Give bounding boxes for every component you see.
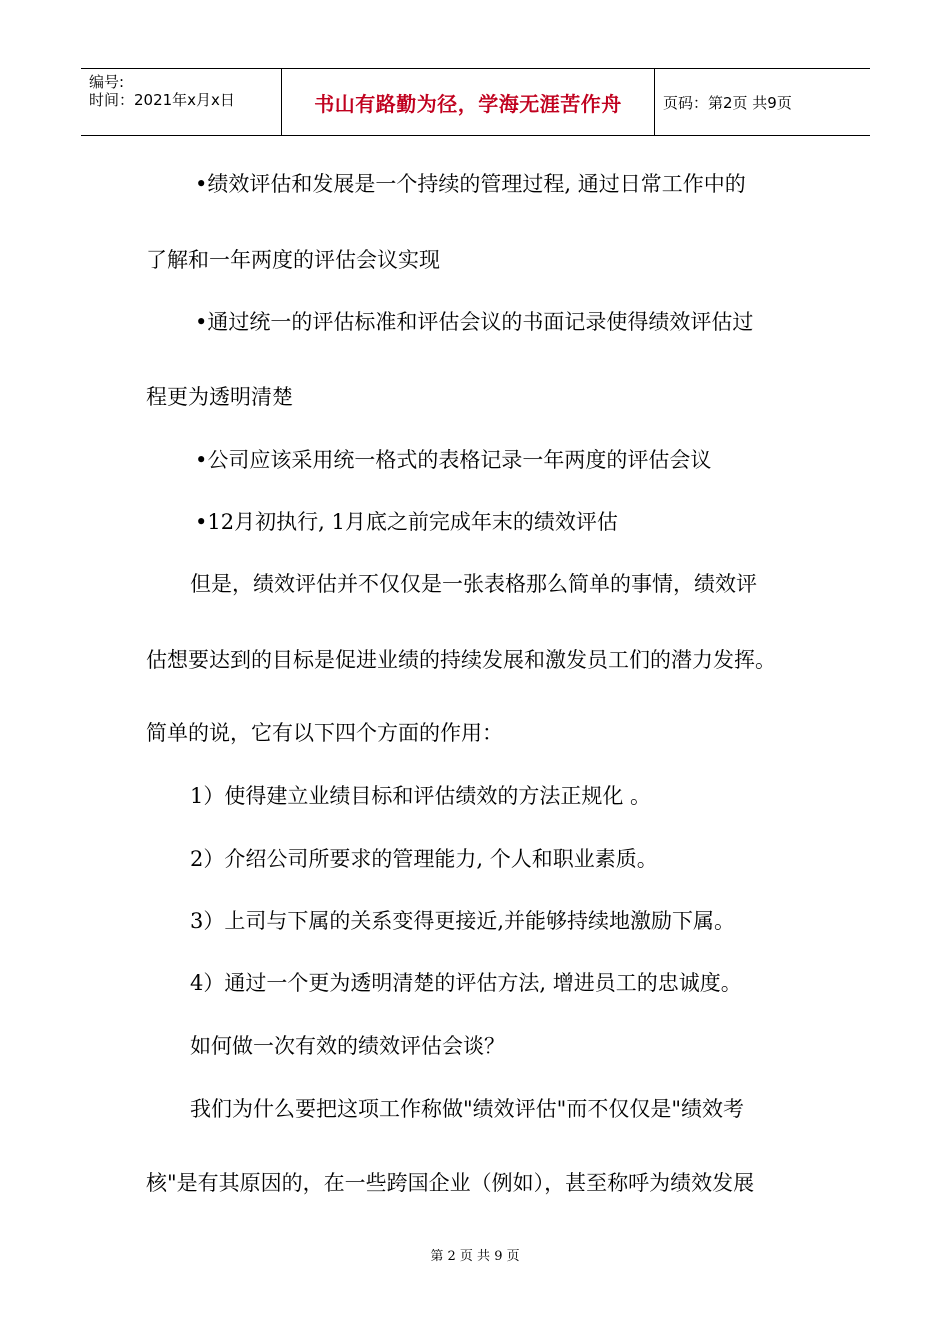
- page-header: [81, 68, 870, 136]
- body-line: •绩效评估和发展是一个持续的管理过程, 通过日常工作中的: [195, 172, 746, 196]
- document-number-label: 编号:: [89, 73, 125, 91]
- document-date: 时间：2021年x月x日: [89, 91, 235, 109]
- body-line: 简单的说，它有以下四个方面的作用：: [146, 721, 503, 745]
- body-line: 3）上司与下属的关系变得更接近,并能够持续地激励下属。: [190, 909, 736, 933]
- header-page-info: 页码：第2页 共9页: [663, 93, 792, 112]
- body-line: 估想要达到的目标是促进业绩的持续发展和激发员工们的潜力发挥。: [146, 648, 776, 672]
- body-line: •12月初执行, 1月底之前完成年末的绩效评估: [195, 510, 618, 534]
- body-line: 如何做一次有效的绩效评估会谈？: [190, 1034, 505, 1058]
- body-line: 程更为透明清楚: [146, 385, 293, 409]
- page-footer: 第 2 页 共 9 页: [430, 1249, 520, 1264]
- body-line: •通过统一的评估标准和评估会议的书面记录使得绩效评估过: [195, 310, 754, 334]
- header-meta: [81, 69, 282, 135]
- body-line: •公司应该采用统一格式的表格记录一年两度的评估会议: [195, 448, 712, 472]
- body-line: 2）介绍公司所要求的管理能力, 个人和职业素质。: [190, 847, 658, 871]
- body-line: 核"是有其原因的，在一些跨国企业（例如），甚至称呼为绩效发展: [146, 1171, 755, 1195]
- body-line: 了解和一年两度的评估会议实现: [146, 248, 440, 272]
- body-line: 但是，绩效评估并不仅仅是一张表格那么简单的事情，绩效评: [190, 572, 757, 596]
- header-motto: 书山有路勤为径，学海无涯苦作舟: [282, 69, 655, 135]
- body-line: 我们为什么要把这项工作称做"绩效评估"而不仅仅是"绩效考: [190, 1097, 744, 1121]
- body-line: 1）使得建立业绩目标和评估绩效的方法正规化 。: [190, 784, 652, 808]
- body-line: 4）通过一个更为透明清楚的评估方法, 增进员工的忠诚度。: [190, 971, 742, 995]
